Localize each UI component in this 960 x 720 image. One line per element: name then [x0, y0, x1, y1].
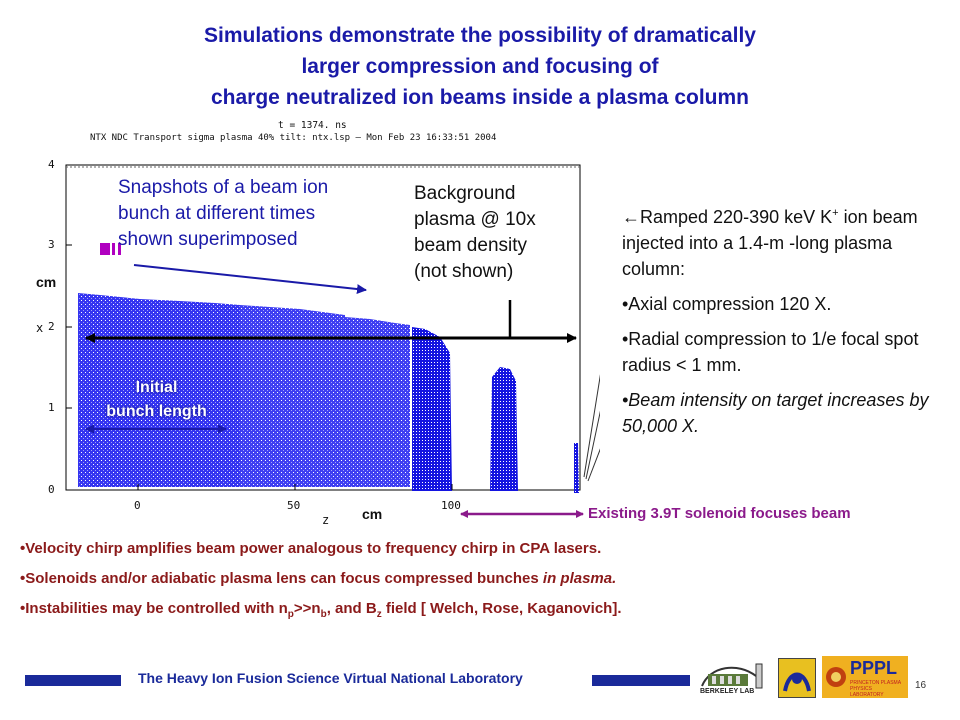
- beam-snapshot: [490, 367, 518, 491]
- title-line-3: charge neutralized ion beams inside a plasma column: [211, 86, 749, 109]
- background-line-1: Background: [414, 183, 516, 204]
- bullet-item: •Radial compression to 1/e focal spot radius < 1 mm.: [622, 329, 919, 375]
- beam-snapshot: [412, 327, 452, 491]
- bottom-note-3: [20, 600, 950, 620]
- bottom-note-3-sub-b: b: [320, 609, 327, 620]
- beam-snapshot: [345, 317, 410, 487]
- footer-bar-left: [25, 675, 121, 686]
- y-axis-label: x: [36, 321, 44, 335]
- bottom-note-2-italic: in plasma.: [542, 570, 617, 587]
- snapshots-annotation: [118, 175, 328, 253]
- slide-title: [60, 20, 900, 113]
- beam-snapshot: [574, 443, 579, 493]
- background-line-4: (not shown): [414, 261, 514, 282]
- bottom-note-1: •Velocity chirp amplifies beam power analogous to frequency chirp in CPA lasers.: [20, 540, 602, 557]
- bottom-notes: [20, 540, 950, 633]
- beam-marker: [100, 243, 110, 255]
- beam-snapshot: [240, 305, 345, 487]
- snapshots-line-3: shown superimposed: [118, 229, 298, 250]
- snapshots-line-2: bunch at different times: [118, 203, 316, 224]
- solenoid-arrow: [455, 504, 595, 524]
- y-tick-1: 1: [48, 401, 55, 414]
- initial-line-2: bunch length: [106, 403, 207, 420]
- pppl-logo-subtext: PRINCETON PLASMA PHYSICS LABORATORY: [850, 680, 901, 698]
- x-unit-label: cm: [362, 506, 383, 522]
- background-plasma-annotation: [414, 181, 536, 285]
- snapshots-pointer-arrow: [134, 265, 366, 290]
- left-arrow-icon: ←: [622, 207, 640, 227]
- x-tick-50: 50: [287, 499, 301, 512]
- bottom-note-2-text: •Solenoids and/or adiabatic plasma lens can focus compressed bunches: [20, 570, 543, 587]
- footer-lab-name: The Heavy Ion Fusion Science Virtual National Laboratory: [138, 670, 523, 686]
- y-tick-0: 0: [48, 483, 55, 496]
- bullet-item: •Beam intensity on target increases by 50,000 X.: [622, 390, 929, 436]
- bullet-intro: [622, 200, 957, 282]
- y-tick-4: 4: [48, 158, 55, 171]
- y-tick-3: 3: [48, 238, 55, 251]
- bullet-intro-text-b: ion beam injected into a 1.4-m -long plasma column:: [622, 207, 918, 279]
- bullet-intro-text-a: Ramped 220-390 keV K: [640, 207, 833, 227]
- berkeley-lab-logo: [698, 656, 768, 698]
- bottom-note-2: [20, 570, 950, 587]
- page-number: 16: [915, 680, 927, 691]
- x-axis-label: z: [322, 513, 330, 527]
- y-unit-label: cm: [36, 274, 57, 290]
- footer-bar-right: [592, 675, 690, 686]
- plot-info-label: NTX NDC Transport sigma plasma 40% tilt: ntx.lsp – Mon Feb 23 16:33:51 2004: [90, 133, 497, 143]
- snapshots-line-1: Snapshots of a beam ion: [118, 177, 329, 198]
- berkeley-lab-text: BERKELEY LAB: [700, 688, 755, 695]
- bottom-note-3-c: , and B: [326, 600, 377, 617]
- initial-line-1: Initial: [135, 379, 178, 396]
- initial-bunch-annotation: [84, 376, 229, 424]
- plot-time-label: t = 1374. ns: [278, 120, 347, 131]
- bullet-list: [622, 200, 957, 448]
- bullet-intro-sup: +: [832, 207, 839, 219]
- background-line-3: beam density: [414, 235, 528, 256]
- x-tick-100: 100: [441, 499, 461, 512]
- bottom-note-3-d: field [ Welch, Rose, Kaganovich].: [381, 600, 622, 617]
- title-line-1: Simulations demonstrate the possibility of dramatically: [204, 24, 756, 47]
- y-tick-2: 2: [48, 320, 55, 333]
- bottom-note-3-sub-z: z: [376, 609, 382, 620]
- bottom-note-3-b: >>n: [293, 600, 321, 617]
- title-line-2: larger compression and focusing of: [301, 55, 659, 78]
- bullet-item: •Axial compression 120 X.: [622, 294, 832, 314]
- pppl-logo-text: PPPL: [850, 658, 898, 678]
- pppl-logo: [822, 656, 908, 698]
- x-tick-0: 0: [134, 499, 141, 512]
- bottom-note-3-sub-p: p: [287, 609, 294, 620]
- solenoid-label: Existing 3.9T solenoid focuses beam: [588, 505, 851, 522]
- hifs-logo: [778, 658, 816, 698]
- bottom-note-3-a: •Instabilities may be controlled with n: [20, 600, 288, 617]
- background-line-2: plasma @ 10x: [414, 209, 536, 230]
